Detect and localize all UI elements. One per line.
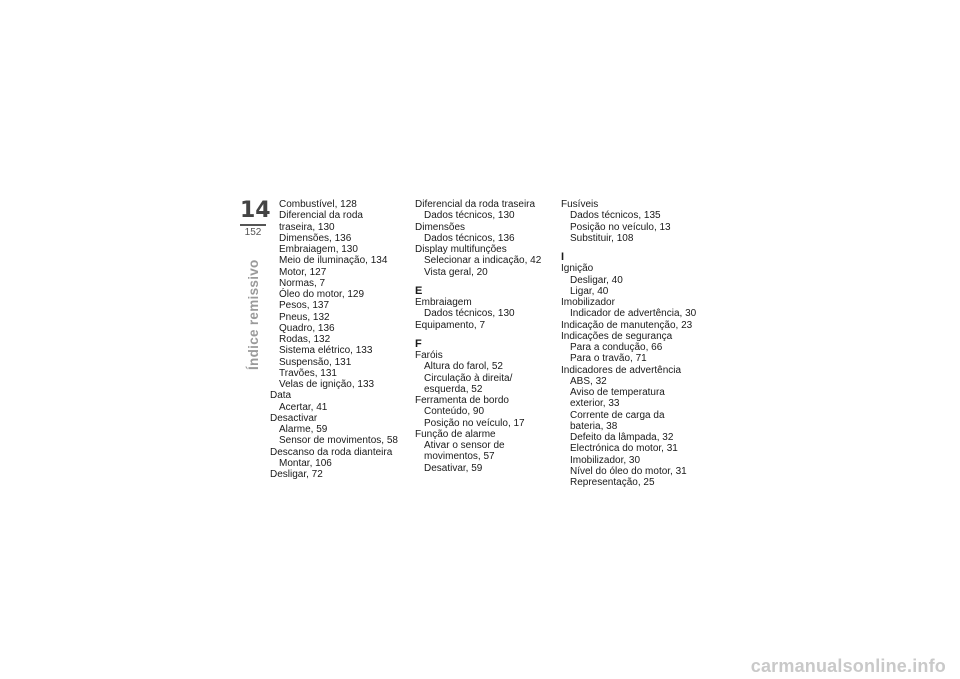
sub-entry: Imobilizador, 30	[570, 454, 641, 466]
sub-entry: Alarme, 59	[279, 424, 328, 435]
sub-entry: Electrónica do motor, 31	[570, 443, 678, 455]
index-term: Indicação de manutenção, 23	[561, 319, 693, 331]
sub-entry: Dados técnicos, 130	[424, 308, 515, 320]
sub-entry: Aviso de temperatura	[570, 387, 665, 398]
sub-entry: Montar, 106	[279, 457, 332, 469]
sub-entry: exterior, 33	[570, 398, 620, 410]
sub-entry: Pneus, 132	[279, 311, 330, 323]
sub-entry: Conteúdo, 90	[424, 406, 485, 418]
index-term: Indicações de segurança	[561, 330, 673, 342]
sub-entry: Para a condução, 66	[570, 342, 663, 353]
sub-entry: Sensor de movimentos, 58	[279, 435, 398, 447]
sub-entry: Suspensão, 131	[279, 356, 352, 368]
index-term: Imobilizador	[561, 297, 615, 308]
sub-entry: Substituir, 108	[570, 232, 634, 244]
sub-entry: movimentos, 57	[424, 451, 495, 463]
sub-entry: Representação, 25	[570, 477, 655, 488]
sub-entry: ABS, 32	[570, 375, 607, 387]
index-term: Ignição	[561, 263, 594, 275]
sub-entry: Nível do óleo do motor, 31	[570, 465, 687, 477]
index-term: Desactivar	[270, 412, 318, 424]
sub-entry: esquerda, 52	[424, 383, 483, 395]
index-term: Descanso da roda dianteira	[270, 446, 393, 458]
sub-entry: Vista geral, 20	[424, 266, 488, 278]
sub-entry: Dados técnicos, 136	[424, 232, 515, 244]
sub-entry: Dimensões, 136	[279, 232, 352, 244]
index-term: Fusíveis	[561, 199, 599, 210]
index-term: Função de alarme	[415, 428, 496, 440]
chapter-number: 14	[240, 198, 271, 223]
sub-entry: Diferencial da roda	[279, 210, 363, 222]
sub-entry: Desativar, 59	[424, 462, 483, 474]
sub-entry: Sistema elétrico, 133	[279, 345, 373, 357]
sub-entry: Pesos, 137	[279, 300, 330, 312]
sub-entry: Defeito da lâmpada, 32	[570, 432, 674, 443]
index-term: Diferencial da roda traseira	[415, 199, 536, 210]
index-letter-heading: E	[415, 284, 423, 297]
index-term: Equipamento, 7	[415, 319, 486, 331]
index-column-1	[270, 199, 410, 480]
sub-entry: Desligar, 40	[570, 274, 623, 286]
index-term: Display multifunções	[415, 244, 507, 255]
sub-entry: bateria, 38	[570, 420, 618, 432]
sub-entry: Embraiagem, 130	[279, 244, 358, 255]
chapter-divider	[240, 224, 266, 226]
sub-entry: Dados técnicos, 130	[424, 210, 515, 222]
sub-entry: Meio de iluminação, 134	[279, 255, 388, 267]
section-title: Índice remissivo	[246, 259, 261, 370]
sub-entry: Rodas, 132	[279, 334, 331, 345]
sub-entry: Indicador de advertência, 30	[570, 308, 697, 320]
sub-entry: Motor, 127	[279, 266, 327, 278]
sub-entry: Ativar o sensor de	[424, 440, 505, 451]
sub-entry: Acertar, 41	[279, 401, 328, 413]
index-column-2	[415, 199, 555, 474]
sub-entry: Selecionar a indicação, 42	[424, 255, 542, 267]
index-term: Faróis	[415, 350, 443, 361]
chapter-tab	[240, 198, 271, 239]
sub-entry: Para o travão, 71	[570, 353, 647, 365]
index-term: Data	[270, 390, 292, 402]
sub-entry: Quadro, 136	[279, 322, 335, 334]
index-term: Desligar, 72	[270, 469, 323, 480]
sub-entry: Posição no veículo, 17	[424, 417, 525, 429]
watermark: carmanualsonline.info	[750, 656, 946, 676]
sub-entry: Travões, 131	[279, 367, 337, 379]
sub-entry: Combustível, 128	[279, 199, 357, 210]
index-letter-heading: F	[415, 337, 422, 350]
sub-entry: Velas de ignição, 133	[279, 379, 375, 390]
page-number: 152	[244, 227, 262, 238]
index-term: Ferramenta de bordo	[415, 395, 509, 406]
index-term: Embraiagem	[415, 297, 472, 308]
sub-entry: Altura do farol, 52	[424, 361, 503, 373]
sub-entry: Corrente de carga da	[570, 409, 665, 421]
index-term: Dimensões	[415, 221, 466, 233]
sub-entry: traseira, 130	[279, 221, 335, 233]
sub-entry: Posição no veículo, 13	[570, 221, 671, 233]
index-letter-heading: I	[561, 251, 565, 263]
sub-entry: Dados técnicos, 135	[570, 210, 661, 222]
index-term: Indicadores de advertência	[561, 364, 682, 376]
sub-entry: Óleo do motor, 129	[279, 289, 365, 300]
index-column-3	[561, 199, 706, 488]
sub-entry: Normas, 7	[279, 277, 326, 289]
sub-entry: Circulação à direita/	[424, 372, 513, 384]
sub-entry: Ligar, 40	[570, 285, 609, 297]
